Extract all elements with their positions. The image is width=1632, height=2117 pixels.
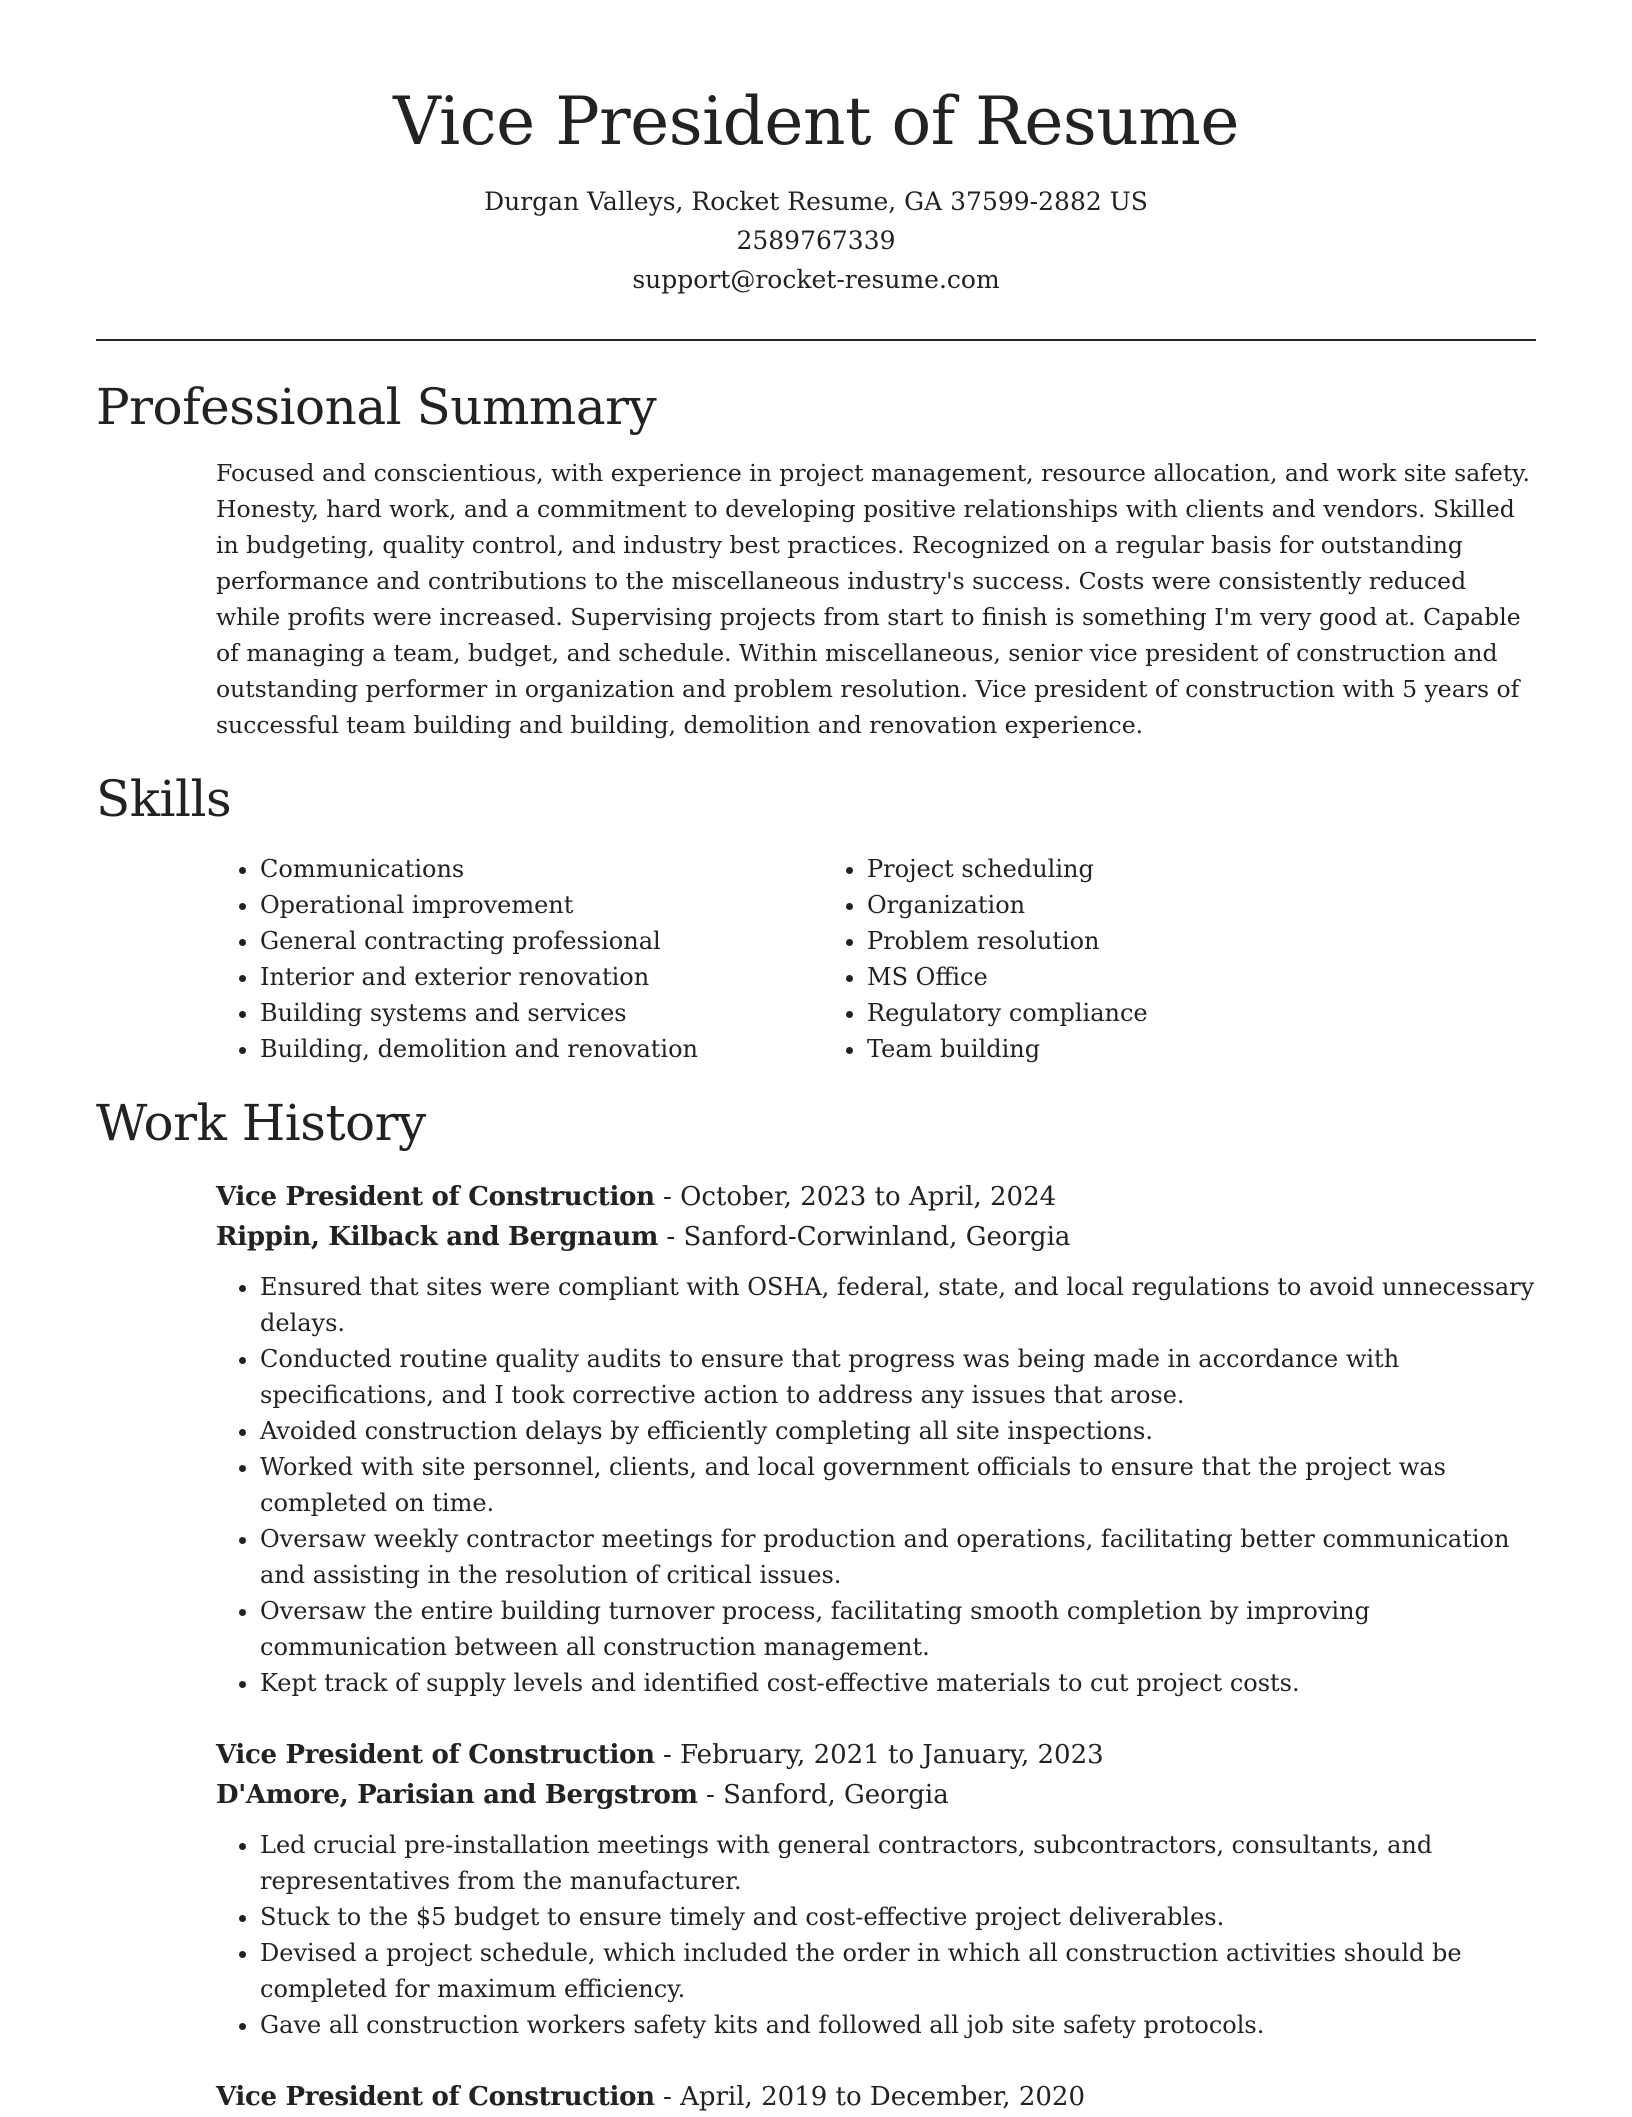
job-bullets [216,1269,1536,1701]
job-entry [216,1735,1536,2043]
skill-item: • General contracting professional [260,923,823,959]
skills-column-right [823,851,1148,1067]
job-title: Vice President of Construction [216,1739,655,1770]
skill-item: • Interior and exterior renovation [260,959,823,995]
skills-heading: Skills [96,769,232,828]
skill-item: • Operational improvement [260,887,823,923]
address: Durgan Valleys, Rocket Resume, GA 37599-2882 US [484,186,1148,216]
job-entry [216,1177,1536,1701]
job-title-line [216,1177,1536,1217]
job-bullet: • Ensured that sites were compliant with OSHA, federal, state, and local regulations to avoid unnecessary delays. [260,1269,1536,1341]
company-location: - Sanford, Georgia [697,1779,949,1810]
skill-item: • Project scheduling [867,851,1148,887]
job-bullet: • Avoided construction delays by efficiently completing all site inspections. [260,1413,1536,1449]
skill-item: • Team building [867,1031,1148,1067]
job-bullet: • Led crucial pre-installation meetings with general contractors, subcontractors, consultants, and representatives from the manufacturer. [260,1827,1536,1899]
job-dates: - April, 2019 to December, 2020 [654,2081,1086,2112]
summary-heading: Professional Summary [96,377,657,436]
skill-item: • Organization [867,887,1148,923]
job-dates: - February, 2021 to January, 2023 [654,1739,1104,1770]
candidate-name: Vice President of Resume [393,83,1239,160]
phone: 2589767339 [736,225,896,255]
resume-header [96,0,1536,299]
header-divider [96,339,1536,341]
email: support@rocket-resume.com [632,264,1000,294]
company-name: Rippin, Kilback and Bergnaum [216,1221,659,1252]
job-bullet: • Gave all construction workers safety kits and followed all job site safety protocols. [260,2007,1536,2043]
job-title-line [216,2077,1536,2117]
job-entry [216,2077,1536,2117]
job-bullet: • Devised a project schedule, which included the order in which all construction activities should be completed for maximum efficiency. [260,1935,1536,2007]
job-bullet: • Oversaw the entire building turnover process, facilitating smooth completion by improving communication between all construction management. [260,1593,1536,1665]
job-bullet: • Worked with site personnel, clients, and local government officials to ensure that the project was completed on time. [260,1449,1536,1521]
skill-item: • Communications [260,851,823,887]
job-bullet: • Kept track of supply levels and identified cost-effective materials to cut project costs. [260,1665,1536,1701]
skill-item: • Problem resolution [867,923,1148,959]
skill-item: • MS Office [867,959,1148,995]
skill-item: • Regulatory compliance [867,995,1148,1031]
summary-text: Focused and conscientious, with experience in project management, resource allocation, and work site safety. Honesty, hard work, and a commitment to developing positive relationships with clients and vendors. Skilled in budgeting, quality control, and industry best practices. Recognized on a regular basis for outstanding performance and contributions to the miscellaneous industry's success. Costs were consistently reduced while profits were increased. Supervising projects from start to finish is something I'm very good at. Capable of managing a team, budget, and schedule. Within miscellaneous, senior vice president of construction and outstanding performer in organization and problem resolution. Vice president of construction with 5 years of successful team building and building, demolition and renovation experience. [216,458,1530,739]
skills-column-left [216,851,823,1067]
job-title-line [216,1735,1536,1775]
job-title: Vice President of Construction [216,2081,655,2112]
work-history-heading: Work History [96,1093,426,1152]
job-bullet: • Conducted routine quality audits to ensure that progress was being made in accordance with specifications, and I took corrective action to address any issues that arose. [260,1341,1536,1413]
job-company-line [216,1775,1536,1815]
job-title: Vice President of Construction [216,1181,655,1212]
skill-item: • Building systems and services [260,995,823,1031]
job-dates: - October, 2023 to April, 2024 [654,1181,1057,1212]
job-bullets [216,1827,1536,2043]
job-bullet: • Stuck to the $5 budget to ensure timely and cost-effective project deliverables. [260,1899,1536,1935]
skills-list [216,851,1536,1067]
job-company-line [216,1217,1536,1257]
company-location: - Sanford-Corwinland, Georgia [658,1221,1071,1252]
company-name: D'Amore, Parisian and Bergstrom [216,1779,698,1810]
skill-item: • Building, demolition and renovation [260,1031,823,1067]
job-bullet: • Oversaw weekly contractor meetings for production and operations, facilitating better communication and assisting in the resolution of critical issues. [260,1521,1536,1593]
